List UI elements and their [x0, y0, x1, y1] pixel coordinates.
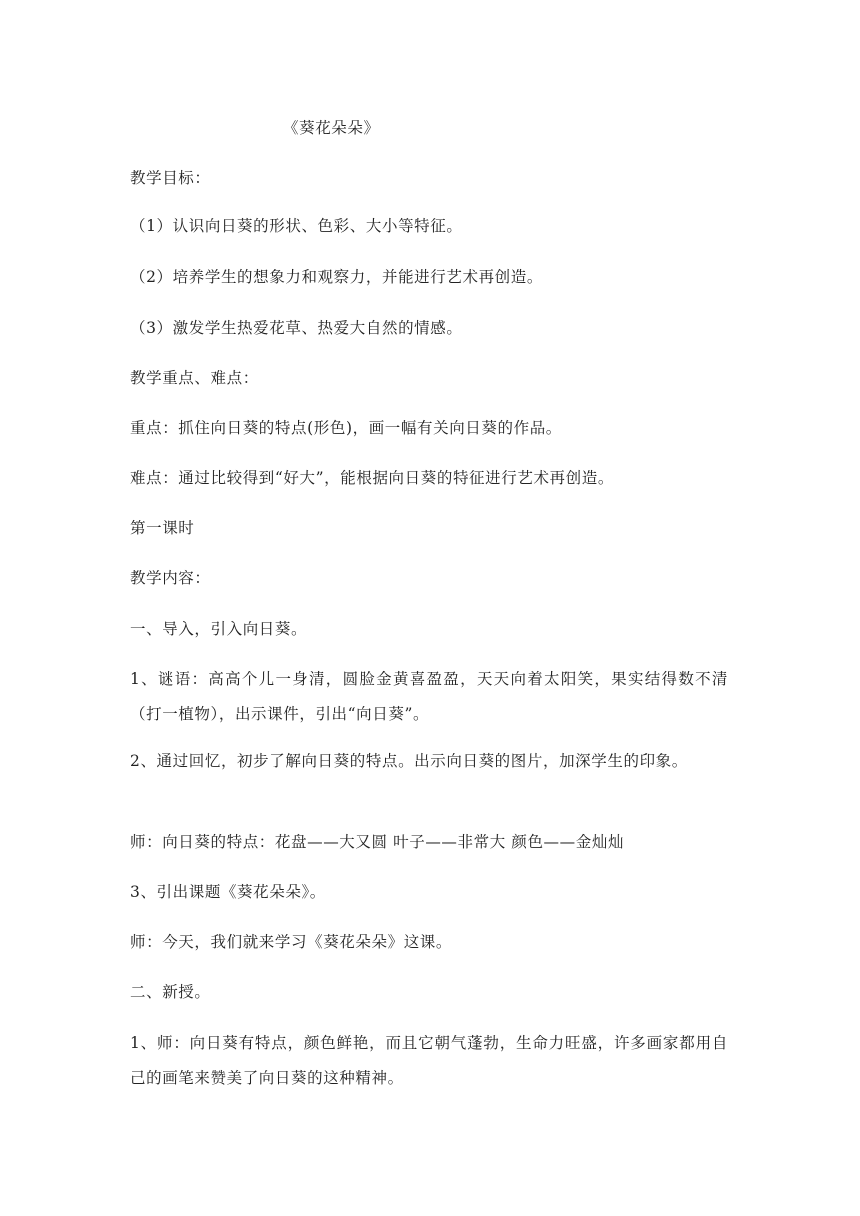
teacher-intro-paragraph: 1、师：向日葵有特点，颜色鲜艳，而且它朝气蓬勃，生命力旺盛，许多画家都用自己的画笔来赞美了向日葵的这种精神。	[130, 1034, 728, 1087]
features-line: 师：向日葵的特点：花盘——大又圆 叶子——非常大 颜色——金灿灿	[130, 833, 625, 851]
objectives-heading: 教学目标：	[130, 169, 211, 187]
section-1-heading: 一、导入，引入向日葵。	[130, 620, 308, 638]
objective-2: （2）培养学生的想象力和观察力，并能进行艺术再创造。	[130, 268, 543, 286]
objective-3: （3）激发学生热爱花草、热爱大自然的情感。	[130, 319, 463, 337]
key-point: 重点：抓住向日葵的特点(形色)，画一幅有关向日葵的作品。	[130, 419, 562, 437]
today-line: 师：今天，我们就来学习《葵花朵朵》这课。	[130, 933, 453, 951]
recall-paragraph: 2、通过回忆，初步了解向日葵的特点。出示向日葵的图片，加深学生的印象。	[130, 752, 688, 770]
difficulty: 难点：通过比较得到“好大”，能根据向日葵的特征进行艺术再创造。	[130, 469, 614, 487]
objective-1: （1）认识向日葵的形状、色彩、大小等特征。	[130, 217, 463, 235]
riddle-paragraph: 1、谜语：高高个儿一身清，圆脸金黄喜盈盈，天天向着太阳笑，果实结得数不清（打一植物），出示课件，引出“向日葵”。	[130, 670, 728, 723]
section-2-heading: 二、新授。	[130, 983, 211, 1001]
content-heading: 教学内容：	[130, 569, 211, 587]
topic-line: 3、引出课题《葵花朵朵》。	[130, 883, 326, 901]
document-title: 《葵花朵朵》	[283, 119, 380, 137]
lesson-label: 第一课时	[130, 519, 195, 537]
key-points-heading: 教学重点、难点：	[130, 369, 259, 387]
